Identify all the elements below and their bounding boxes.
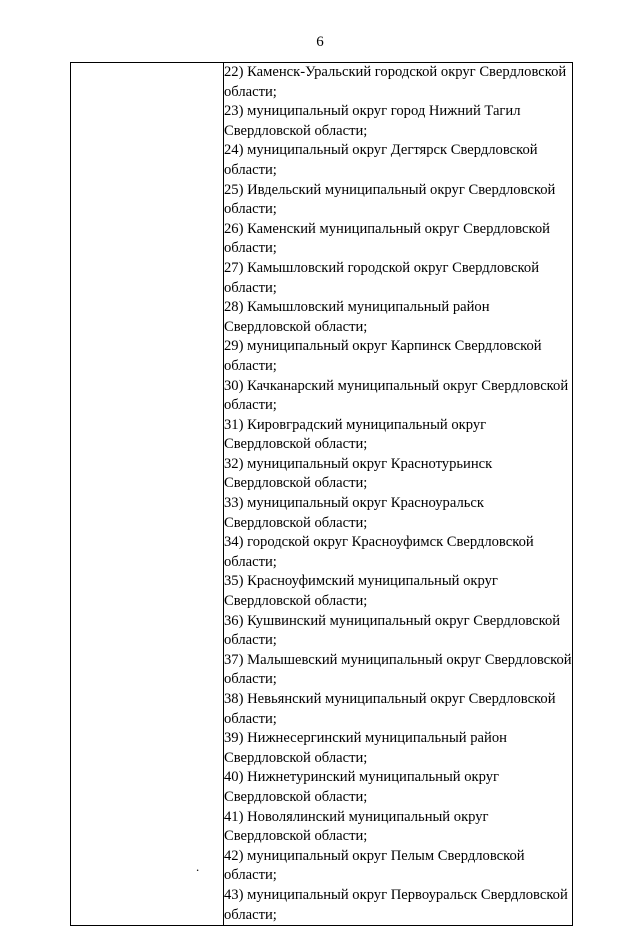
list-item: 32) муниципальный округ Краснотурьинск Свердловской области; (224, 455, 493, 492)
list-item: 36) Кушвинский муниципальный округ Свердловской области; (224, 612, 561, 649)
list-item: 25) Ивдельский муниципальный округ Свердловской области; (224, 181, 556, 218)
footer-mark: . (196, 859, 200, 874)
list-item: 40) Нижнетуринский муниципальный округ Свердловской области; (224, 769, 500, 805)
list-item: 24) муниципальный округ Дегтярск Свердловской области; (224, 142, 538, 178)
list-item: 33) муниципальный округ Красноуральск Свердловской области; (224, 495, 484, 531)
list-item: 42) муниципальный округ Пелым Свердловской области; (224, 847, 525, 884)
table-cell-left (71, 63, 224, 926)
list-item: 22) Каменск-Уральский городской округ Свердловской области; (224, 64, 567, 100)
list-item: 23) муниципальный округ город Нижний Тагил Свердловской области; (224, 103, 521, 139)
list-item: 27) Камышловский городской округ Свердловской области; (224, 259, 540, 296)
list-item: 41) Новолялинский муниципальный округ Свердловской области; (224, 808, 489, 845)
table-row (71, 63, 573, 926)
list-item: 30) Качканарский муниципальный округ Свердловской области; (224, 377, 569, 414)
list-item: 34) городской округ Красноуфимск Свердловской области; (224, 534, 534, 570)
list-item: 38) Невьянский муниципальный округ Свердловской области; (224, 691, 556, 727)
list-item: 31) Кировградский муниципальный округ Свердловской области; (224, 416, 487, 453)
list-item: 28) Камышловский муниципальный район Свердловской области; (224, 299, 490, 335)
table-cell-right (224, 63, 573, 926)
list-item: 35) Красноуфимский муниципальный округ Свердловской области; (224, 573, 498, 610)
list-item: 39) Нижнесергинский муниципальный район Свердловской области; (224, 730, 507, 766)
page-number: 6 (316, 34, 324, 50)
document-table-wrapper (70, 62, 572, 923)
list-item: 37) Малышевский муниципальный округ Свердловской области; (224, 651, 572, 688)
list-item: 43) муниципальный округ Первоуральск Свердловской области; (224, 886, 568, 923)
list-item: 26) Каменский муниципальный округ Свердловской области; (224, 220, 550, 257)
list-item: 29) муниципальный округ Карпинск Свердловской области; (224, 338, 542, 374)
document-table (70, 62, 573, 926)
